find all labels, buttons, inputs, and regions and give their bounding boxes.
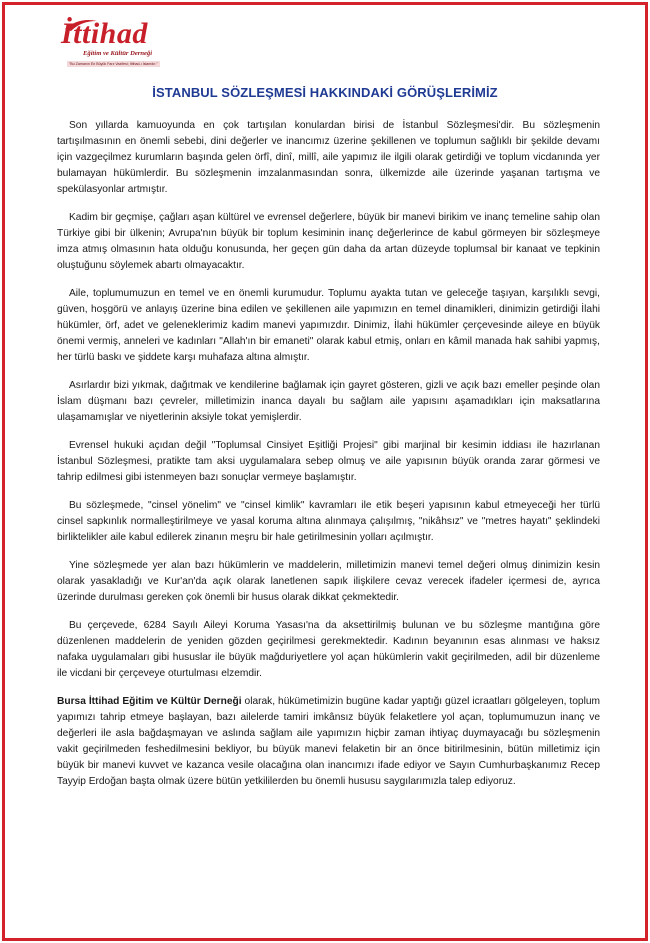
paragraph: Yine sözleşmede yer alan bazı hükümlerin ve maddelerin, milletimizin manevi temel değeri olmuş dinimizin kesin olarak yasakladığı ve Kur'an'da açık olarak lanetlenen sapık ilişkilere cevaz verecek ifadeler içermesi de, ayrıca üzerinde durulması gereken çok önemli bir husus olarak dikkat çekmektedir.: [57, 560, 600, 603]
document-title: İSTANBUL SÖZLEŞMESİ HAKKINDAKİ GÖRÜŞLERİMİZ: [152, 85, 498, 100]
paragraph: Asırlardır bizi yıkmak, dağıtmak ve kendilerine bağlamak için gayret gösteren, gizli ve açık bazı emeller peşinde olan İslam düşmanı bazı çevreler, milletimizin inanca dayalı bu sağlam aile yapısını aşamadıkları için maksatlarına ulaşamamışlar ve niyetlerinin aksiyle tokat yemişlerdir.: [57, 380, 600, 423]
paragraph: Bu çerçevede, 6284 Sayılı Aileyi Koruma Yasası'na da aksettirilmiş bulunan ve bu sözleşme mantığına göre düzenlenen maddelerin de yeniden gözden geçirilmesi gerekmektedir. Kadının beyanının esas alınması ve haksız nafaka uygulamaları gibi hususlar ile büyük mağduriyetlere yol açan hükümlerin vakit geçirilmeden, adil bir düzenleme ile vicdani bir çerçeveye oturtulması elzemdir.: [57, 620, 600, 679]
closing-paragraph: [57, 694, 600, 790]
paragraph: Evrensel hukuki açıdan değil "Toplumsal Cinsiyet Eşitliği Projesi" gibi marjinal bir kesimin iddiası ile hazırlanan İstanbul Sözleşmesi, pratikte tam aksi uygulamalara sebep olmuş ve aile yapısının büyük oranda zarar görmesi ve tahrip edilmesi gibi istenmeyen bazı sonuçlar vermeye başlamıştır.: [57, 440, 600, 483]
logo-title: İttihad: [61, 17, 148, 50]
organization-name: Bursa İttihad Eğitim ve Kültür Derneği: [57, 696, 242, 707]
closing-text: olarak, hükümetimizin bugüne kadar yaptığı güzel icraatları gölgeleyen, toplum yapımızı tahrip etmeye başlayan, bazı ailelerde tamiri imkânsız büyük felaketlere yol açan, toplumumuzun inanç ve değerleri ile asla bağdaşmayan ve aslında sağlam aile yapımızın hiçbir zaman ihtiyaç duymayacağı bu sözleşmenin vakit geçirilmeden feshedilmesini bekliyor, bu büyük manevi felaketin bir an önce bitirilmesinin, bütün milletimiz için büyük bir manevi kuvvet ve kazanca vesile olacağına olan inancımızı ifade ediyor ve Sayın Cumhurbaşkanımız Recep Tayyip Erdoğan başta olmak üzere bütün yetkililerden bu önemli hususu saygılarımızla talep ediyoruz.: [57, 696, 600, 787]
crescent-ornament-icon: [61, 15, 101, 35]
paragraph: Bu sözleşmede, "cinsel yönelim" ve "cinsel kimlik" kavramları ile etik beşeri yapısının kabul etmeyeceği her türlü cinsel sapkınlık normalleştirilmeye ve yasal koruma altına alınmaya çalışılmış, "nikâhsız" ve "metres hayatı" şeklindeki birliktelikler aile kabul edilerek zinanın meşru bir hale getirilmesinin yolları açılmıştır.: [57, 500, 600, 543]
document-body: [57, 118, 600, 802]
paragraph: Son yıllarda kamuoyunda en çok tartışılan konulardan birisi de İstanbul Sözleşmesi'dir. Bu sözleşmenin tartışılmasının en önemli sebebi, dini değerler ve inancımız üzerine şekillenen ve toplumun sağlıklı bir şekilde devamı için vazgeçilmez kurumların başında gelen örfî, dinî, millî, aile yapımız ile ilgili olarak getirdiği ve toplum vicdanında yer bulamayan hükümlerdir. Bu sözleşmenin imzalanmasından sonra, ülkemizde aile üzerinde yaşanan tartışma ve spekülasyonlar artmıştır.: [57, 120, 600, 195]
document-page: [2, 2, 648, 941]
logo: [61, 19, 191, 75]
logo-motto: "Bu Zamanın En Büyük Farz Vazifesi; İttihad-ı İslamdır.": [69, 62, 158, 66]
paragraph: Kadim bir geçmişe, çağları aşan kültürel ve evrensel değerlere, büyük bir manevi birikim ve inanç temeline sahip olan Türkiye gibi bir ülkenin; Avrupa'nın büyük bir toplum kesiminin inanç değerlerince de kabul görmeyen bir sözleşmeye imza atmış olmasının hata olduğu konusunda, her geçen gün daha da artan düzeyde toplumsal bir kanaat ve tepkinin oluştuğunu söylemek abartı olmayacaktır.: [57, 212, 600, 271]
paragraph: Aile, toplumumuzun en temel ve en önemli kurumudur. Toplumu ayakta tutan ve geleceğe taşıyan, karşılıklı sevgi, güven, hoşgörü ve anlayış üzerine bina edilen ve şekillenen aile yapımızın en temel dinamikleri, dinimizin getirdiği İlahi hükümler, örf, adet ve geleneklerimiz kadim manevi yapımızdır. Dinimiz, İlahi hükümler çerçevesinde aileye en büyük önemi vermiş, anneleri ve kadınları "Allah'ın bir emaneti" olarak kabul etmiş, onları en kâmil manada hak sahibi yapmış, her türlü baskı ve şiddete karşı muhafaza altına almıştır.: [57, 288, 600, 363]
logo-subtitle: Eğitim ve Kültür Derneği: [83, 50, 153, 57]
